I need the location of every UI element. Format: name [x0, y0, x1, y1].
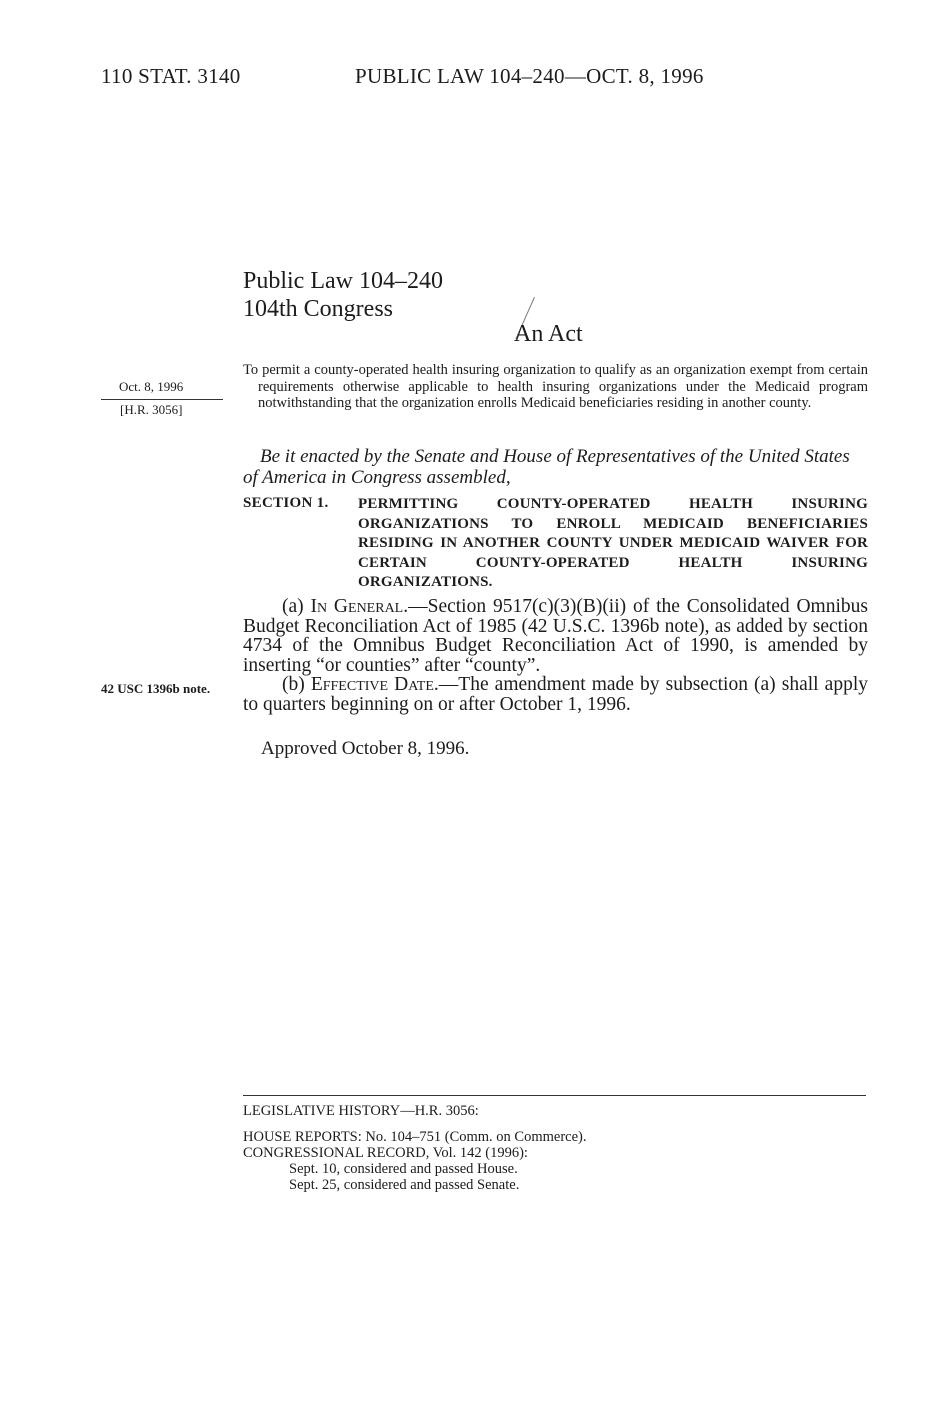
congress-label: 104th Congress	[243, 296, 393, 322]
subsection-b-heading: Effective Date	[310, 674, 434, 695]
page-stat-reference: 110 STAT. 3140	[101, 64, 241, 88]
margin-note-bill: [H.R. 3056]	[120, 402, 183, 417]
page-law-reference: PUBLIC LAW 104–240—OCT. 8, 1996	[355, 64, 704, 88]
law-title: Public Law 104–240	[243, 268, 443, 294]
enacting-clause: Be it enacted by the Senate and House of Representatives of the United States of America in Congress assembled,	[243, 446, 850, 488]
history-entry: Sept. 10, considered and passed House.	[289, 1161, 518, 1177]
margin-note-date: Oct. 8, 1996	[119, 379, 184, 394]
history-entry: Sept. 25, considered and passed Senate.	[289, 1177, 520, 1193]
subsection-b-label: (b)	[282, 674, 311, 695]
subsection-a-label: (a)	[282, 596, 311, 617]
subsection-a-heading: In General	[310, 596, 404, 617]
subsection-a	[243, 597, 868, 675]
history-divider	[243, 1095, 866, 1096]
purpose-clause: To permit a county-operated health insuring organization to qualify as an organization exempt from certain requirements otherwise applicable to health insuring organizations under the Medicaid program notwithstanding that the organization enrolls Medicaid beneficiaries residing in another county.	[243, 362, 868, 411]
legislative-history-title: LEGISLATIVE HISTORY—H.R. 3056:	[243, 1103, 479, 1119]
congressional-record: CONGRESSIONAL RECORD, Vol. 142 (1996):	[243, 1145, 528, 1161]
section-number: SECTION 1.	[243, 495, 329, 511]
section-heading: PERMITTING COUNTY-OPERATED HEALTH INSURING ORGANIZATIONS TO ENROLL MEDICAID BENEFICIARIES RESIDING IN ANOTHER COUNTY UNDER MEDICAID WAIVER FOR CERTAIN COUNTY-OPERATED HEALTH INSURING ORGANIZATIONS.	[358, 496, 868, 590]
subsection-b	[243, 675, 868, 714]
house-reports: HOUSE REPORTS: No. 104–751 (Comm. on Commerce).	[243, 1129, 587, 1145]
subsection-a-text: .—Section 9517(c)(3)(B)(ii) of the Consolidated Omnibus Budget Reconciliation Act of 1985 (42 U.S.C. 1396b note), as added by section 4734 of the Omnibus Budget Reconciliation Act of 1990, is amended by inserting “or counties” after “county”.	[243, 596, 868, 676]
subsection-b-text: .—The amendment made by subsection (a) shall apply to quarters beginning on or after October 1, 1996.	[243, 674, 868, 715]
margin-note-usc: 42 USC 1396b note.	[101, 681, 211, 696]
margin-note-divider	[101, 399, 223, 400]
approval-date: Approved October 8, 1996.	[261, 738, 470, 759]
act-label: An Act	[514, 321, 583, 347]
